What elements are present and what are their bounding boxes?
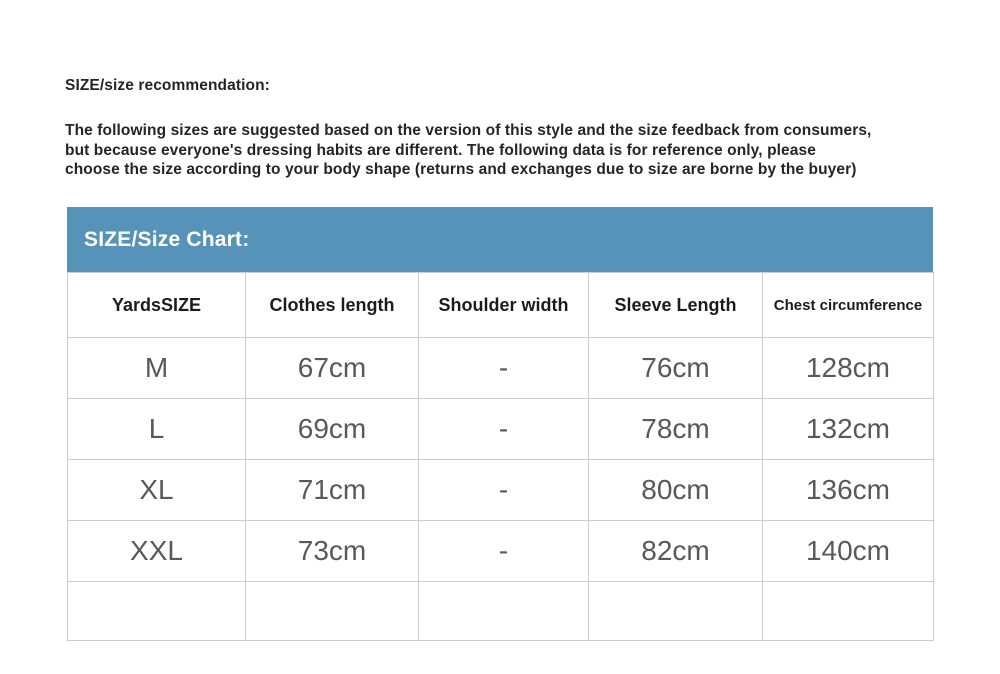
empty-cell — [589, 582, 763, 641]
cell-shoulder-width: - — [419, 338, 589, 399]
size-chart-header-label: SIZE/Size Chart: — [84, 227, 250, 251]
cell-size: M — [68, 338, 246, 399]
size-recommendation-title: SIZE/size recommendation: — [65, 77, 270, 94]
table-row-l — [68, 399, 934, 460]
cell-chest-circumference: 140cm — [763, 521, 934, 582]
cell-clothes-length: 71cm — [246, 460, 419, 521]
cell-sleeve-length: 76cm — [589, 338, 763, 399]
size-chart-table — [67, 272, 934, 641]
cell-size: L — [68, 399, 246, 460]
cell-clothes-length: 73cm — [246, 521, 419, 582]
table-row-m — [68, 338, 934, 399]
empty-cell — [763, 582, 934, 641]
table-row-xl — [68, 460, 934, 521]
cell-size: XXL — [68, 521, 246, 582]
empty-cell — [246, 582, 419, 641]
cell-clothes-length: 67cm — [246, 338, 419, 399]
cell-sleeve-length: 78cm — [589, 399, 763, 460]
column-header-clothes-length: Clothes length — [246, 273, 419, 338]
description-line-1: The following sizes are suggested based on the version of this style and the size feedback from consumers, — [65, 122, 872, 139]
empty-cell — [68, 582, 246, 641]
table-row-xxl — [68, 521, 934, 582]
cell-chest-circumference: 128cm — [763, 338, 934, 399]
column-header-size: YardsSIZE — [68, 273, 246, 338]
description-line-2: but because everyone's dressing habits are different. The following data is for reference only, please — [65, 141, 816, 159]
table-row-empty — [68, 582, 934, 641]
cell-shoulder-width: - — [419, 521, 589, 582]
cell-size: XL — [68, 460, 246, 521]
column-header-sleeve-length: Sleeve Length — [589, 273, 763, 338]
cell-sleeve-length: 80cm — [589, 460, 763, 521]
size-recommendation-description — [65, 121, 871, 180]
cell-chest-circumference: 136cm — [763, 460, 934, 521]
empty-cell — [419, 582, 589, 641]
cell-sleeve-length: 82cm — [589, 521, 763, 582]
column-header-shoulder-width: Shoulder width — [419, 273, 589, 338]
cell-chest-circumference: 132cm — [763, 399, 934, 460]
description-line-3: choose the size according to your body shape (returns and exchanges due to size are borne by the buyer) — [65, 161, 857, 179]
table-header-row — [68, 273, 934, 338]
size-chart-header-bar — [67, 207, 933, 272]
cell-shoulder-width: - — [419, 399, 589, 460]
cell-clothes-length: 69cm — [246, 399, 419, 460]
column-header-chest-circumference: Chest circumference — [763, 273, 934, 338]
cell-shoulder-width: - — [419, 460, 589, 521]
